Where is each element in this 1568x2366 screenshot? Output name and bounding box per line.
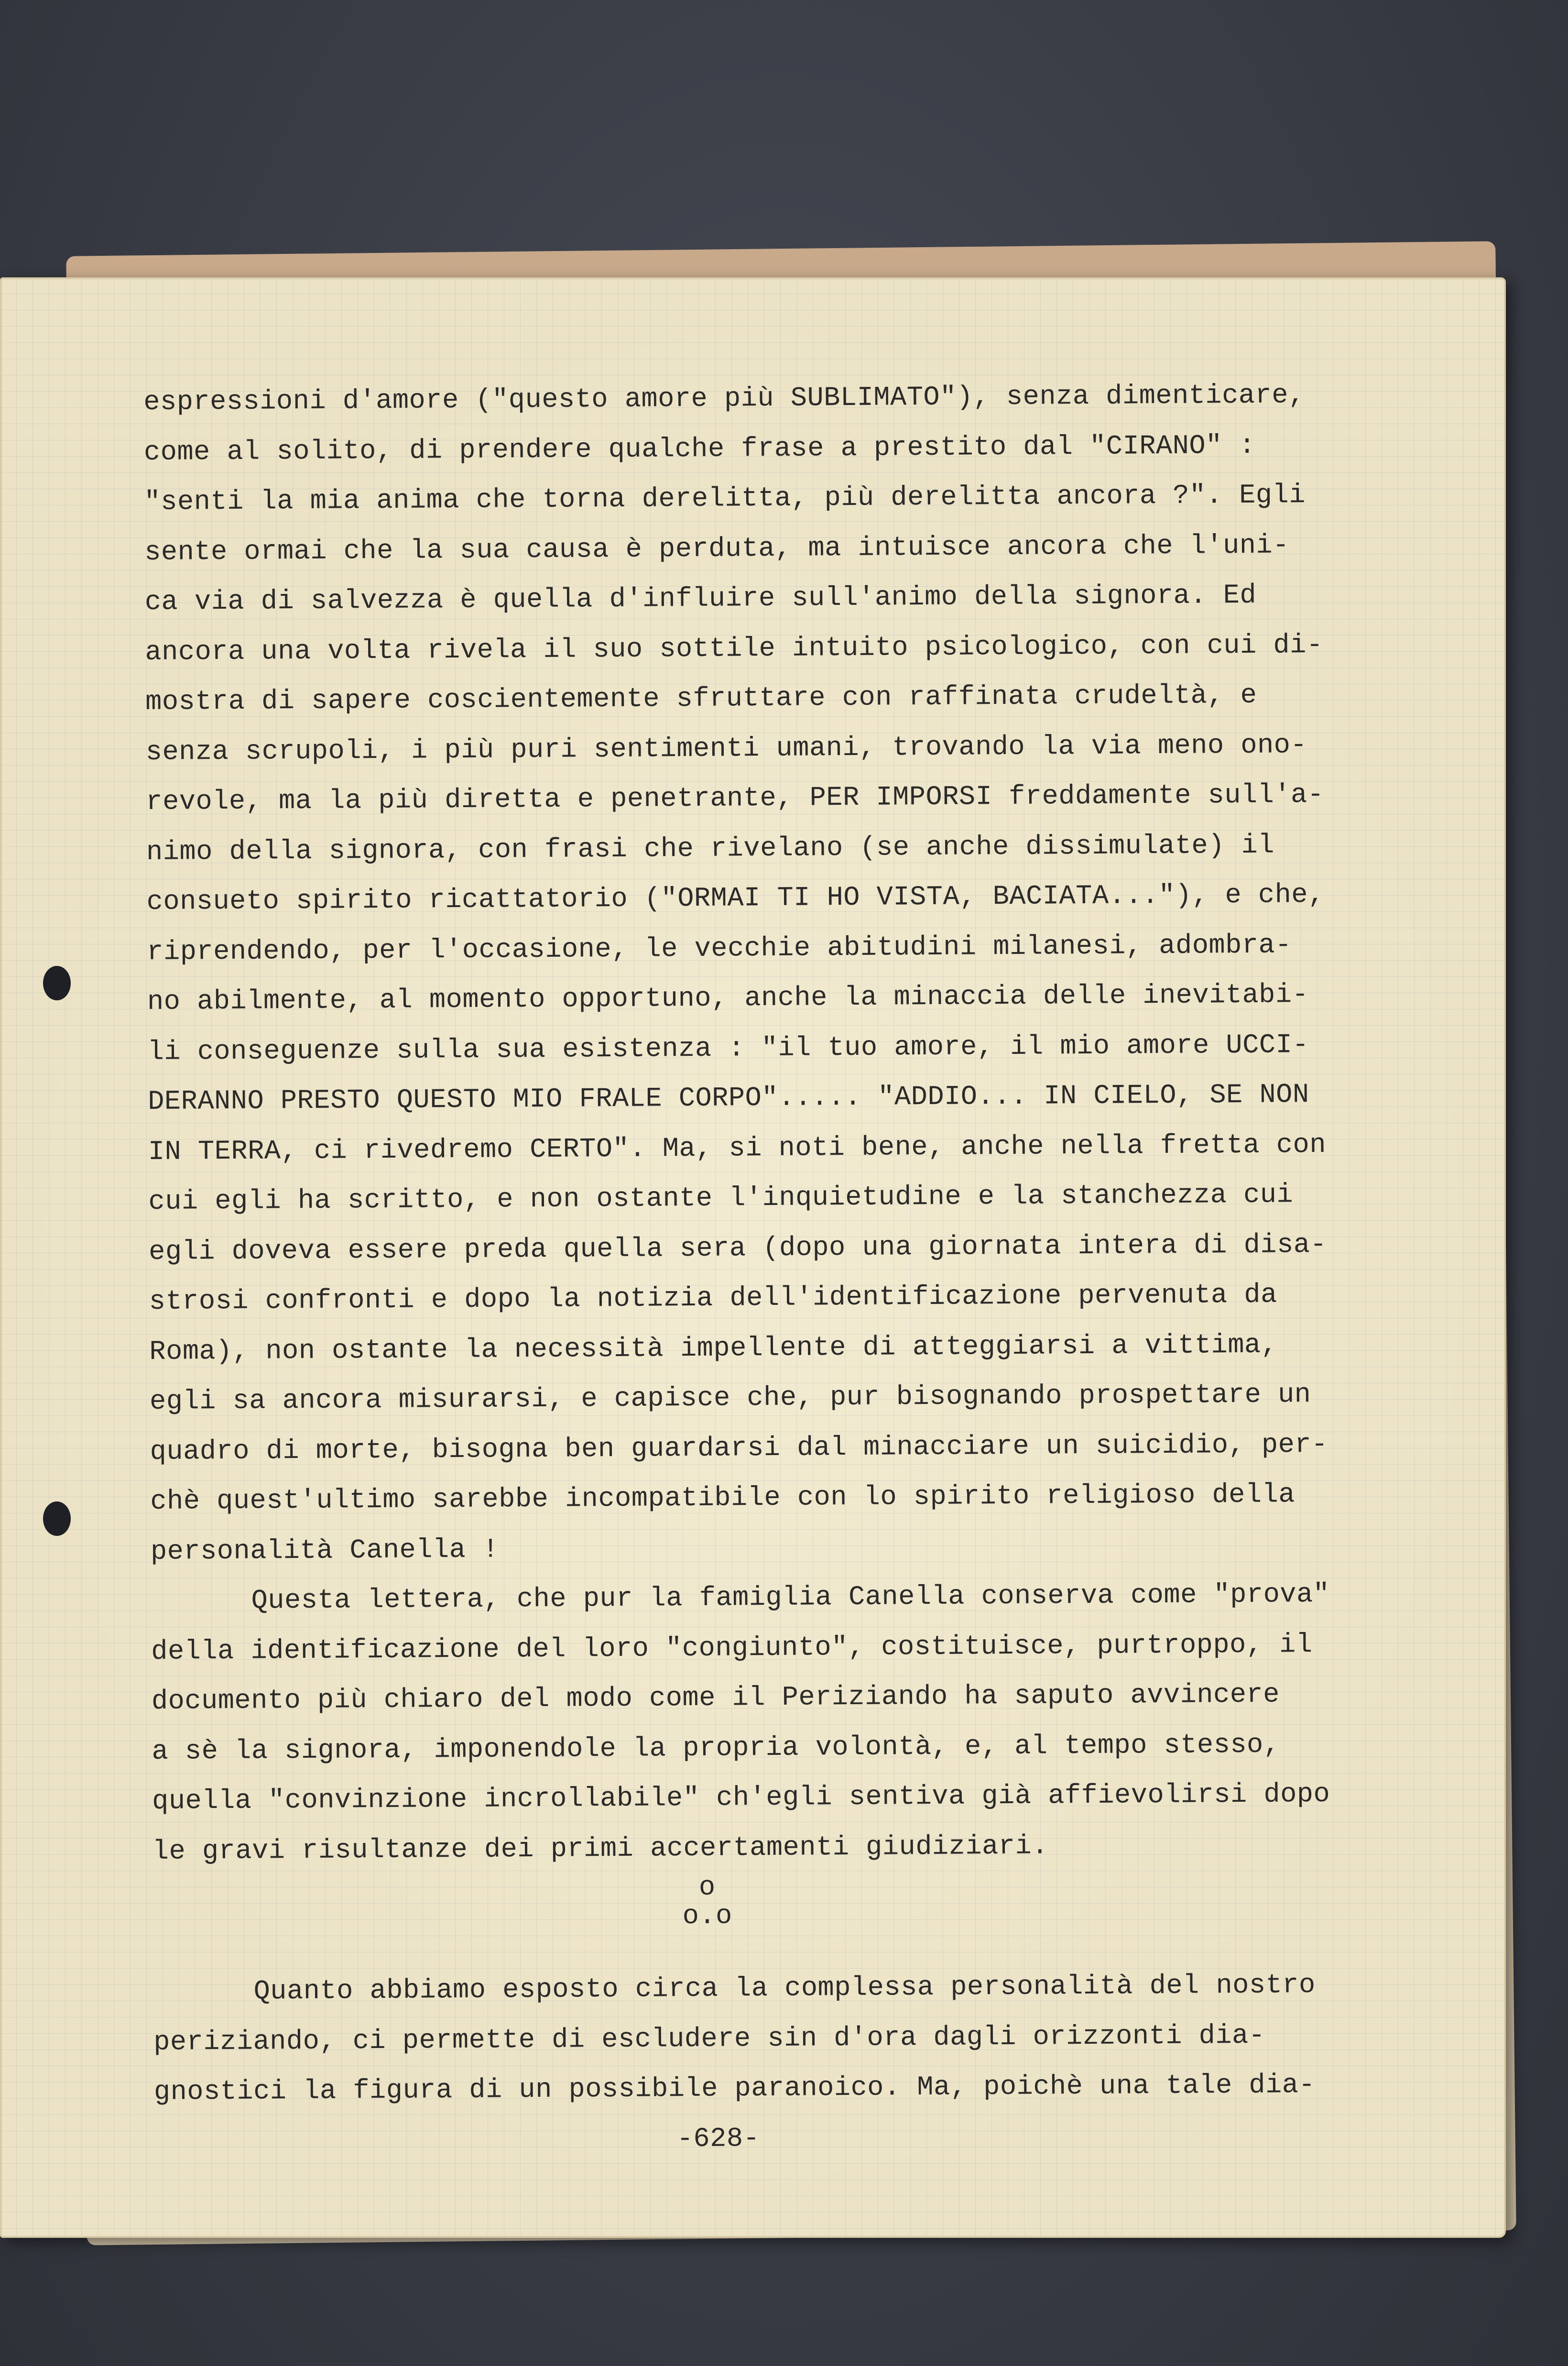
text-line: DERANNO PRESTO QUESTO MIO FRALE CORPO"..... "ADDIO... IN CIELO, SE NON: [148, 1080, 1309, 1117]
punch-hole-icon: [43, 1501, 71, 1536]
text-line: documento più chiaro del modo come il Periziando ha saputo avvincere: [151, 1679, 1280, 1717]
text-line: consueto spirito ricattatorio ("ORMAI TI HO VISTA, BACIATA..."), e che,: [146, 879, 1325, 918]
text-line: revole, ma la più diretta e penetrante, PER IMPORSI freddamente sull'a-: [146, 779, 1324, 818]
text-line: "senti la mia anima che torna derelitta, più derelitta ancora ?". Egli: [144, 480, 1306, 518]
text-line: mostra di sapere coscientemente sfruttare con raffinata crudeltà, e: [145, 680, 1257, 718]
text-line: Quanto abbiamo esposto circa la complessa personalità del nostro: [253, 1970, 1316, 2007]
text-line: personalità Canella !: [150, 1534, 500, 1567]
text-line: li conseguenze sulla sua esistenza : "il tuo amore, il mio amore UCCI-: [147, 1030, 1309, 1068]
text-line: senza scrupoli, i più puri sentimenti umani, trovando la via meno ono-: [145, 730, 1307, 768]
text-line: nimo della signora, con frasi che rivelano (se anche dissimulate) il: [146, 830, 1275, 868]
text-line: ancora una volta rivela il suo sottile intuito psicologico, con cui di-: [145, 630, 1323, 668]
text-line: espressioni d'amore ("questo amore più SUBLIMATO"), senza dimenticare,: [143, 380, 1305, 418]
text-line: della identificazione del loro "congiunto", costituisce, purtroppo, il: [151, 1629, 1313, 1667]
text-line: chè quest'ultimo sarebbe incompatibile con lo spirito religioso della: [150, 1479, 1296, 1517]
section-separator: o.o: [682, 1901, 732, 1932]
text-line: no abilmente, al momento opportuno, anche la minaccia delle inevitabi-: [147, 980, 1309, 1018]
text-line: sente ormai che la sua causa è perduta, ma intuisce ancora che l'uni-: [144, 530, 1290, 568]
punch-hole-icon: [43, 966, 71, 1000]
text-line: le gravi risultanze dei primi accertamenti giudiziari.: [152, 1830, 1049, 1867]
text-line: riprendendo, per l'occasione, le vecchie abitudini milanesi, adombra-: [147, 930, 1292, 968]
text-line: Roma), non ostante la necessità impellente di atteggiarsi a vittima,: [149, 1330, 1278, 1368]
text-line: quadro di morte, bisogna ben guardarsi dal minacciare un suicidio, per-: [150, 1429, 1328, 1468]
text-line: a sè la signora, imponendole la propria volontà, e, al tempo stesso,: [152, 1730, 1280, 1767]
text-line: egli doveva essere preda quella sera (dopo una giornata intera di disa-: [148, 1229, 1327, 1268]
text-line: egli sa ancora misurarsi, e capisce che, pur bisognando prospettare un: [149, 1380, 1311, 1417]
text-line: quella "convinzione incrollabile" ch'egli sentiva già affievolirsi dopo: [152, 1779, 1330, 1817]
text-line: IN TERRA, ci rivedremo CERTO". Ma, si noti bene, anche nella fretta con: [148, 1129, 1327, 1168]
text-line: cui egli ha scritto, e non ostante l'inquietudine e la stanchezza cui: [148, 1180, 1294, 1217]
typed-text-block: [143, 370, 1407, 2168]
text-line: gnostici la figura di un possibile paranoico. Ma, poichè una tale dia-: [153, 2070, 1316, 2108]
text-line: periziando, ci permette di escludere sin d'ora dagli orizzonti dia-: [153, 2020, 1265, 2058]
text-line: come al solito, di prendere qualche frase a prestito dal "CIRANO" :: [143, 430, 1256, 468]
page-number: -628-: [676, 2123, 760, 2155]
text-line: Questa lettera, che pur la famiglia Canella conserva come "prova": [251, 1579, 1330, 1617]
text-line: ca via di salvezza è quella d'influire sull'animo della signora. Ed: [144, 580, 1257, 618]
text-line: strosi confronti e dopo la notizia dell'identificazione pervenuta da: [149, 1280, 1277, 1317]
section-separator: o: [698, 1872, 716, 1903]
